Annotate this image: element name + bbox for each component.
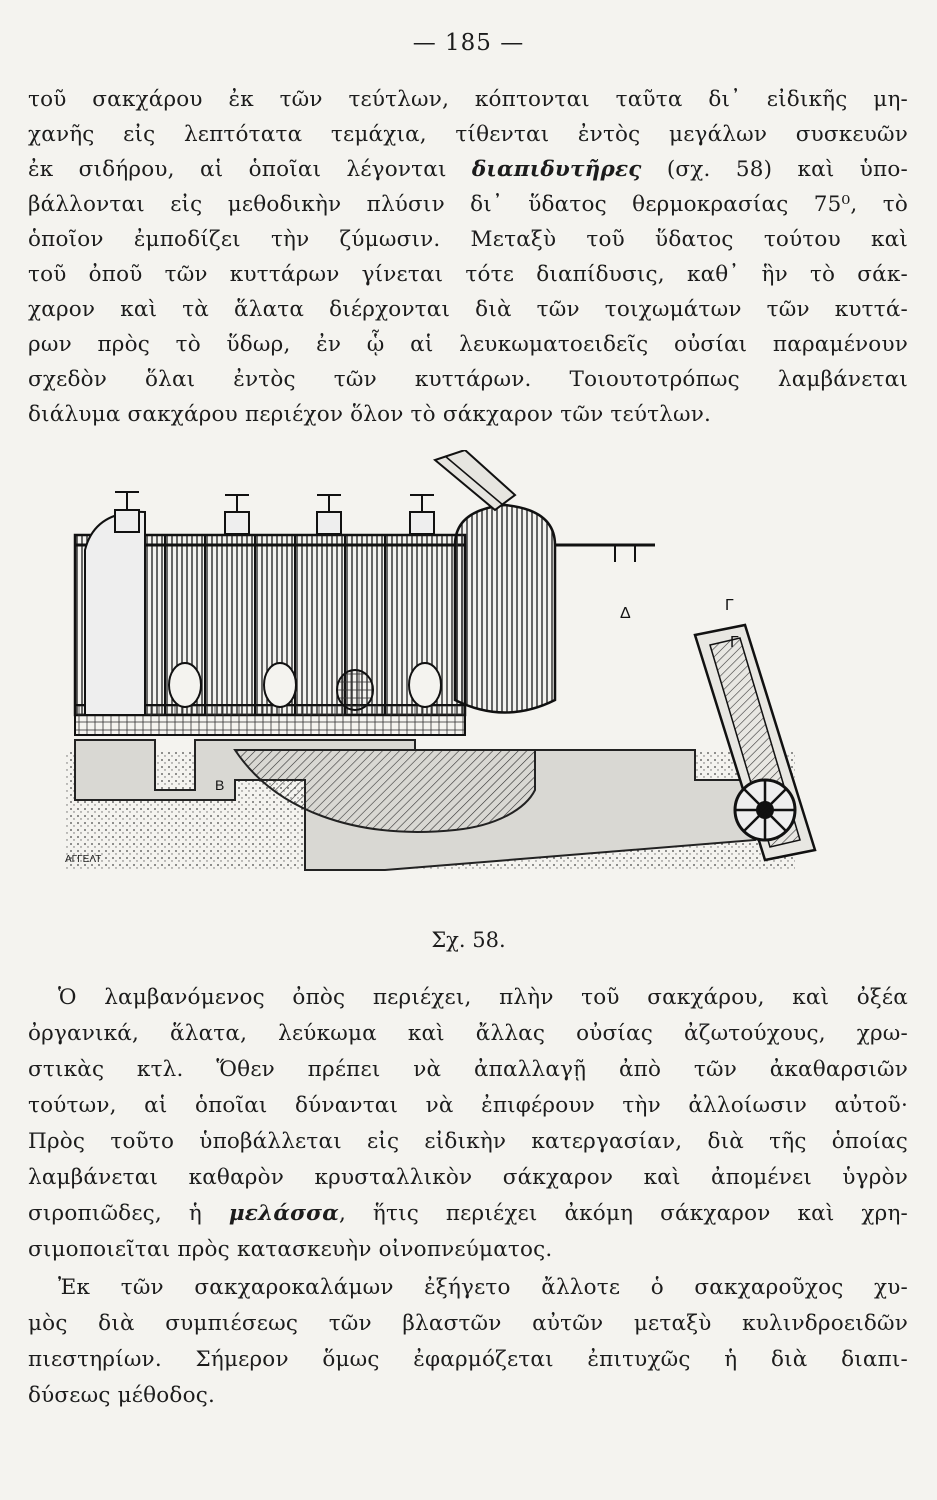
text-line: Ὁ λαμβανόμενος ὀπὸς περιέχει, πλὴν τοῦ σακχάρου, καὶ ὀξέα — [58, 985, 908, 1010]
text-line: τοῦ σακχάρου ἐκ τῶν τεύτλων, κόπτονται ταῦτα δι᾿ εἰδικῆς μη- — [28, 87, 908, 112]
text-line: ὁποῖον ἐμποδίζει τὴν ζύμωσιν. Μεταξὺ τοῦ ὕδατος τούτου καὶ — [28, 227, 908, 252]
text-line: βάλλονται εἰς μεθοδικὴν πλύσιν δι᾿ ὕδατος θερμοκρασίας 75⁰, τὸ — [28, 192, 908, 217]
paragraph-2 — [28, 980, 908, 1268]
text-line: χανῆς εἰς λεπτότατα τεμάχια, τίθενται ἐντὸς μεγάλων συσκευῶν — [28, 122, 908, 147]
text-line: ἐκ σιδήρου, αἱ ὁποῖαι λέγονται διαπιδυτῆρες (σχ. 58) καὶ ὑπο- — [28, 157, 908, 182]
figure-label-delta: Δ — [620, 605, 631, 622]
paragraph-1 — [28, 82, 908, 432]
page-number: — 185 — — [412, 30, 525, 56]
text-line: σχεδὸν ὅλαι ἐντὸς τῶν κυττάρων. Τοιουτοτρόπως λαμβάνεται — [28, 367, 908, 392]
figure-caption: Σχ. 58. — [431, 928, 506, 952]
figure-label-b: B — [215, 777, 225, 793]
text-line: χαρον καὶ τὰ ἅλατα διέρχονται διὰ τῶν τοιχωμάτων τῶν κυττά- — [28, 297, 908, 322]
diffuser-tanks — [75, 492, 465, 735]
foundation — [65, 740, 795, 870]
text-line: ρων πρὸς τὸ ὕδωρ, ἐν ᾧ αἱ λευκωματοειδεῖς οὐσίαι παραμένουν — [28, 332, 908, 357]
text-line: τοῦ ὀποῦ τῶν κυττάρων γίνεται τότε διαπίδυσις, καθ᾿ ἣν τὸ σάκ- — [28, 262, 908, 287]
text-line: Ἐκ τῶν σακχαροκαλάμων ἐξήγετο ἄλλοτε ὁ σακχαροῦχος χυ- — [58, 1275, 908, 1300]
text-line: λαμβάνεται καθαρὸν κρυσταλλικὸν σάκχαρον καὶ ἀπομένει ὑγρὸν — [28, 1165, 908, 1190]
emphasized-term: διαπιδυτῆρες — [471, 157, 642, 182]
text-line: τούτων, αἱ ὁποῖαι δύνανται νὰ ἐπιφέρουν τὴν ἀλλοίωσιν αὐτοῦ· — [28, 1093, 908, 1118]
text-line: στικὰς κτλ. Ὅθεν πρέπει νὰ ἀπαλλαγῇ ἀπὸ τῶν ἀκαθαρσιῶν — [28, 1057, 908, 1082]
text-line: μὸς διὰ συμπιέσεως τῶν βλαστῶν αὐτῶν μεταξὺ κυλινδροειδῶν — [28, 1311, 908, 1336]
diffusion-battery-illustration — [55, 450, 875, 920]
text-line: πιεστηρίων. Σήμερον ὅμως ἐφαρμόζεται ἐπιτυχῶς ἡ διὰ διαπι- — [28, 1347, 908, 1372]
text-line: σιροπιῶδες, ἡ μελάσσα, ἥτις περιέχει ἀκόμη σάκχαρον καὶ χρη- — [28, 1201, 908, 1226]
text-line: δύσεως μέθοδος. — [28, 1383, 215, 1408]
figure-label-gamma-2: Γ — [730, 634, 739, 651]
emphasized-term: μελάσσα — [228, 1201, 339, 1226]
figure-label-gamma-1: Γ — [725, 597, 734, 614]
paragraph-3 — [28, 1270, 908, 1414]
text-line: ὀργανικά, ἅλατα, λεύκωμα καὶ ἄλλας οὐσίας ἀζωτούχους, χρω- — [28, 1021, 908, 1046]
text-line: σιμοποιεῖται πρὸς κατασκευὴν οἰνοπνεύματος. — [28, 1237, 553, 1262]
text-line: διάλυμα σακχάρου περιέχον ὅλον τὸ σάκχαρον τῶν τεύτλων. — [28, 402, 712, 427]
engraver-signature: ΑΓΓΕΛΤ — [65, 854, 102, 865]
text-line: Πρὸς τοῦτο ὑποβάλλεται εἰς εἰδικὴν κατεργασίαν, διὰ τῆς ὁποίας — [28, 1129, 908, 1154]
right-tank — [435, 450, 655, 713]
